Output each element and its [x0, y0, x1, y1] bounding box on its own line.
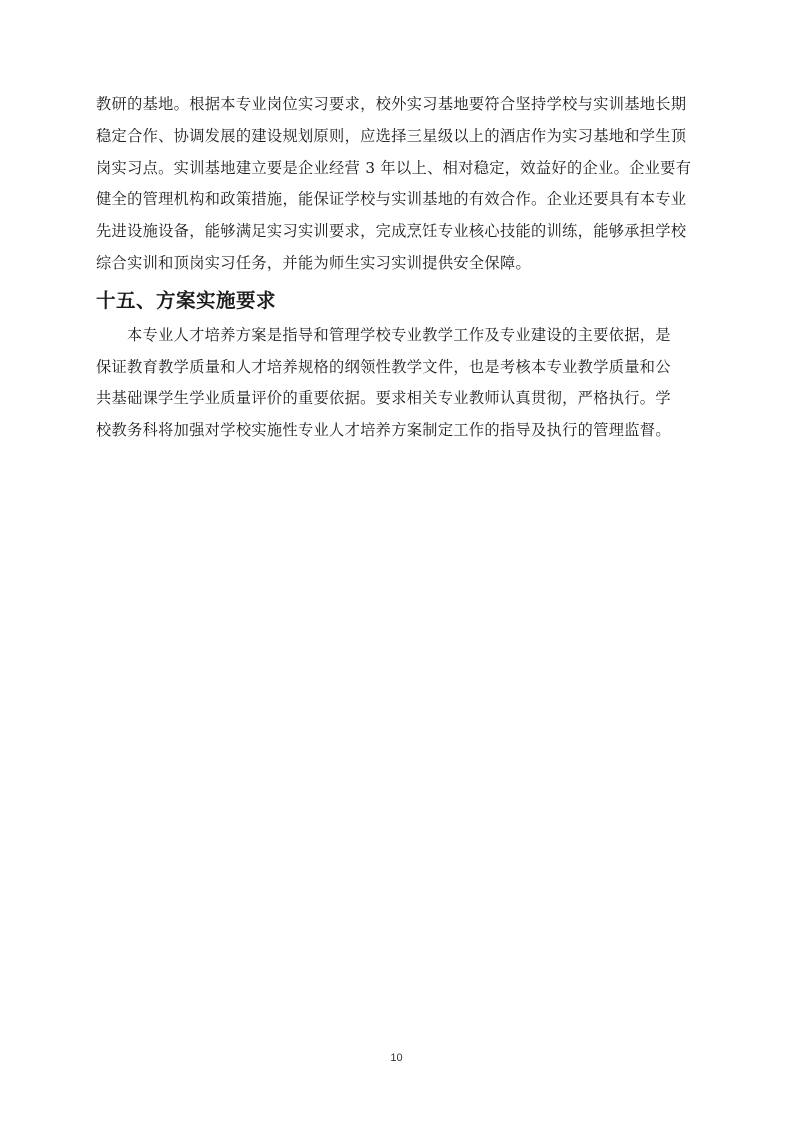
paragraph-line: 保证教育教学质量和人才培养规格的纲领性教学文件，也是考核本专业教学质量和公: [96, 357, 671, 376]
paragraph-line: 共基础课学生学业质量评价的重要依据。要求相关专业教师认真贯彻，严格执行。学: [96, 389, 671, 408]
paragraph-line: 健全的管理机构和政策措施，能保证学校与实训基地的有效合作。企业还要具有本专业: [96, 190, 687, 209]
paragraph-line: 校教务科将加强对学校实施性专业人才培养方案制定工作的指导及执行的管理监督。: [96, 421, 671, 440]
section-paragraph: [96, 320, 702, 447]
page-number: 10: [390, 1052, 403, 1064]
paragraph-line: 综合实训和顶岗实习任务，并能为师生实习实训提供安全保障。: [96, 253, 532, 272]
intro-paragraph: [96, 89, 702, 280]
paragraph-line: 先进设施设备，能够满足实习实训要求，完成烹饪专业核心技能的训练，能够承担学校: [96, 222, 687, 241]
page-content: [96, 89, 702, 447]
paragraph-line: 岗实习点。实训基地建立要是企业经营 3 年以上、相对稳定，效益好的企业。企业要有: [96, 158, 692, 177]
paragraph-line: 教研的基地。根据本专业岗位实习要求，校外实习基地要符合坚持学校与实训基地长期: [96, 95, 687, 113]
paragraph-line: 本专业人才培养方案是指导和管理学校专业教学工作及专业建设的主要依据，是: [127, 325, 671, 344]
section-heading: 十五、方案实施要求: [96, 288, 277, 312]
paragraph-line: 稳定合作、协调发展的建设规划原则，应选择三星级以上的酒店作为实习基地和学生顶: [96, 126, 687, 145]
